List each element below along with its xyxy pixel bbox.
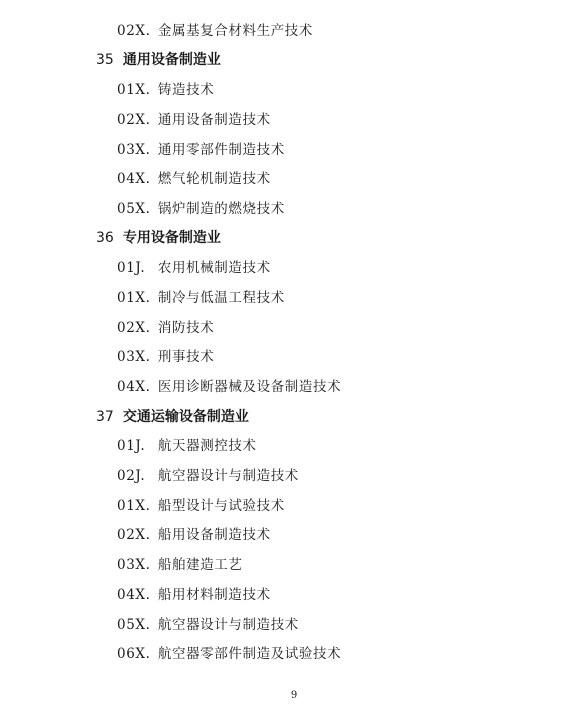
item-code: 02X. (117, 527, 151, 543)
item-code: 03X. (117, 142, 151, 158)
list-item (117, 465, 299, 487)
section-title: 通用设备制造业 (122, 52, 221, 68)
item-code: 05X. (117, 617, 151, 633)
section-number: 36 (96, 230, 114, 246)
item-text: 船用设备制造技术 (157, 527, 271, 543)
section-heading (96, 227, 221, 249)
item-text: 燃气轮机制造技术 (157, 171, 271, 187)
section-title: 专用设备制造业 (122, 230, 221, 246)
list-item (117, 584, 271, 606)
item-text: 船舶建造工艺 (157, 557, 243, 573)
item-code: 03X. (117, 557, 151, 573)
list-item (117, 524, 271, 546)
item-text: 锅炉制造的燃烧技术 (157, 201, 285, 217)
item-code: 05X. (117, 201, 151, 217)
item-code: 01X. (117, 498, 151, 514)
list-item (117, 139, 285, 161)
item-code: 04X. (117, 379, 151, 395)
list-item (117, 614, 299, 636)
section-title: 交通运输设备制造业 (122, 409, 249, 425)
item-text: 航天器测控技术 (157, 438, 257, 454)
item-code: 02J. (117, 468, 146, 484)
section-heading (96, 406, 249, 428)
item-text: 通用设备制造技术 (157, 112, 271, 128)
item-text: 制冷与低温工程技术 (157, 290, 285, 306)
item-code: 01J. (117, 438, 146, 454)
item-code: 06X. (117, 646, 151, 662)
item-code: 01X. (117, 290, 151, 306)
item-code: 02X. (117, 320, 151, 336)
list-item (117, 79, 214, 101)
item-text: 船型设计与试验技术 (157, 498, 285, 514)
item-code: 02X. (117, 112, 151, 128)
list-item (117, 20, 313, 42)
list-item (117, 376, 341, 398)
section-heading (96, 49, 221, 71)
list-item (117, 317, 214, 339)
section-number: 35 (96, 52, 114, 68)
list-item (117, 257, 271, 279)
page-number: 9 (290, 690, 298, 701)
list-item (117, 346, 214, 368)
item-text: 医用诊断器械及设备制造技术 (157, 379, 342, 395)
item-code: 01J. (117, 260, 146, 276)
item-text: 农用机械制造技术 (157, 260, 271, 276)
list-item (117, 287, 285, 309)
item-code: 02X. (117, 23, 151, 39)
list-item (117, 198, 285, 220)
list-item (117, 643, 341, 665)
item-text: 航空器设计与制造技术 (157, 468, 299, 484)
item-text: 金属基复合材料生产技术 (157, 23, 314, 39)
section-number: 37 (96, 409, 114, 425)
item-code: 01X. (117, 82, 151, 98)
item-code: 04X. (117, 587, 151, 603)
list-item (117, 554, 243, 576)
list-item (117, 495, 285, 517)
item-code: 04X. (117, 171, 151, 187)
item-text: 铸造技术 (157, 82, 215, 98)
item-text: 消防技术 (157, 320, 215, 336)
list-item (117, 435, 257, 457)
list-item (117, 109, 271, 131)
list-item (117, 168, 271, 190)
item-text: 通用零部件制造技术 (157, 142, 285, 158)
item-code: 03X. (117, 349, 151, 365)
item-text: 航空器设计与制造技术 (157, 617, 299, 633)
item-text: 刑事技术 (157, 349, 215, 365)
item-text: 航空器零部件制造及试验技术 (157, 646, 342, 662)
item-text: 船用材料制造技术 (157, 587, 271, 603)
